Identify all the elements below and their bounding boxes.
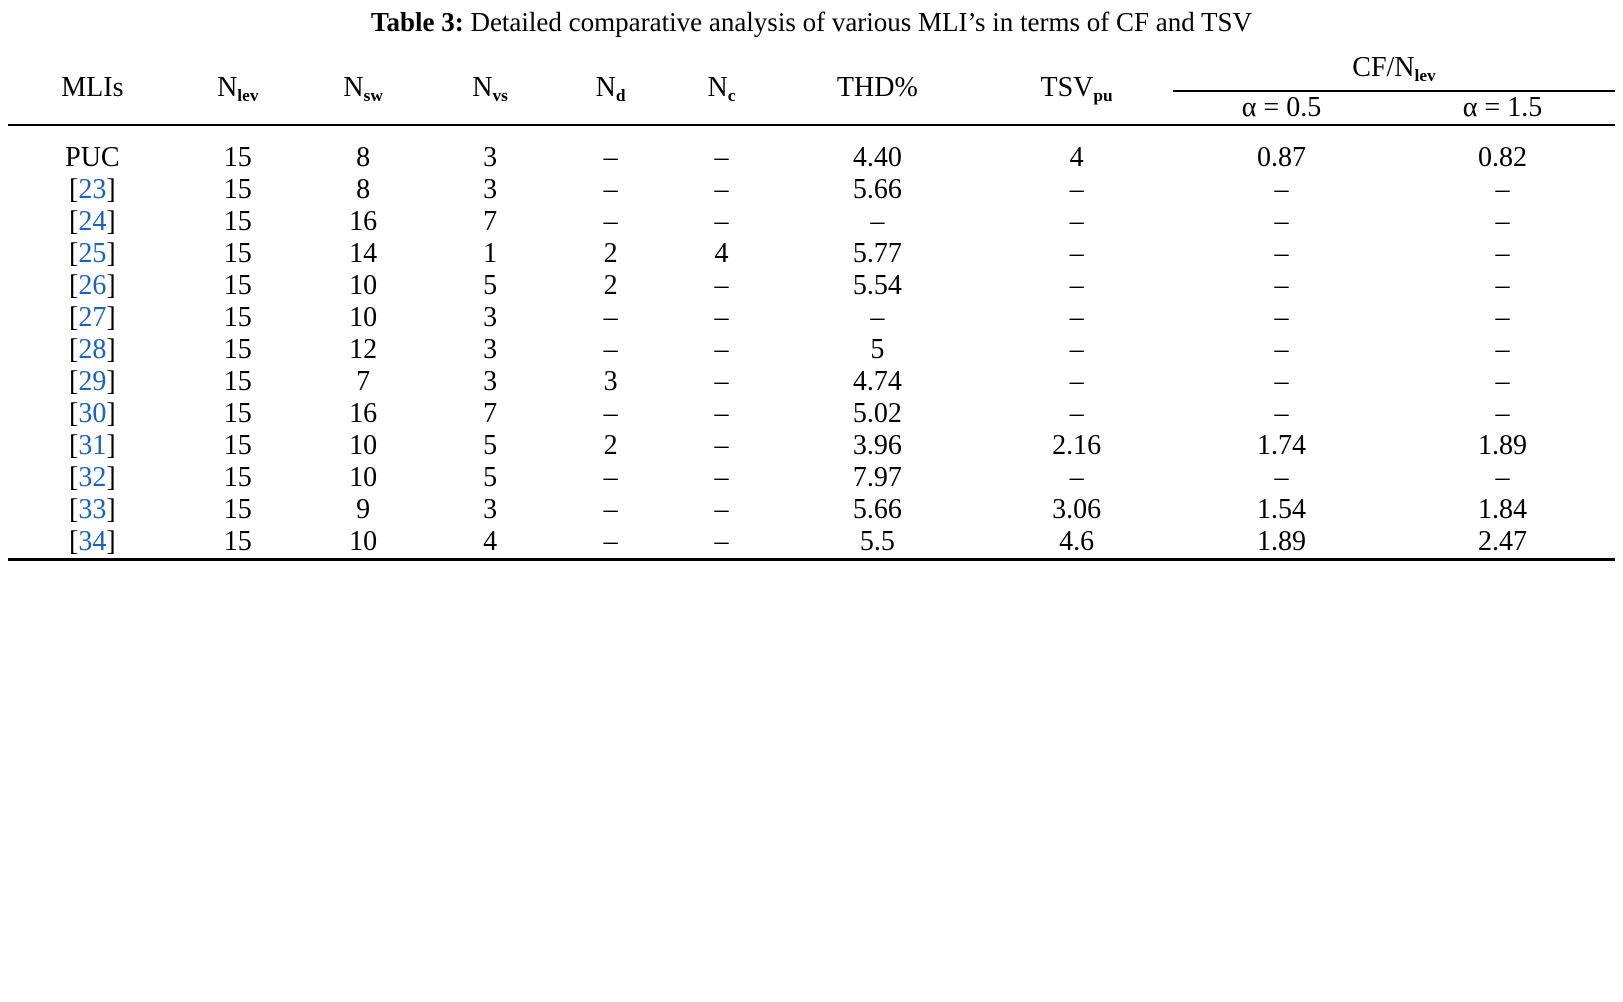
- cell-nsw: 12: [349, 333, 378, 365]
- reference-link[interactable]: [24]: [69, 205, 116, 237]
- cell-thd: 4.40: [775, 125, 981, 174]
- caption-text: Detailed comparative analysis of various MLI’s in terms of CF and TSV: [470, 7, 1253, 37]
- cell-alpha-05: –: [1274, 397, 1289, 429]
- table-row: [8, 238, 1615, 270]
- cell-nlev: 15: [223, 461, 252, 493]
- cell-nc: –: [668, 526, 774, 560]
- cell-nc: 4: [714, 237, 729, 269]
- reference-link[interactable]: [30]: [69, 397, 116, 429]
- cell-tsv: –: [1069, 365, 1084, 397]
- cell-alpha-15: 1.84: [1477, 493, 1527, 525]
- header-nc: $N_c$: [707, 71, 736, 106]
- cell-nvs: 3: [483, 333, 498, 365]
- cell-alpha-05: 1.74: [1256, 429, 1306, 461]
- cell-nsw: 14: [349, 237, 378, 269]
- cell-tsv: 4.6: [980, 526, 1173, 560]
- cell-tsv: –: [1069, 205, 1084, 237]
- reference-link[interactable]: [26]: [69, 269, 116, 301]
- cell-nd: –: [603, 397, 618, 429]
- cell-tsv: –: [1069, 237, 1084, 269]
- cell-nc: –: [668, 125, 774, 174]
- caption-label: Table 3:: [370, 7, 464, 37]
- cell-tsv: 4: [980, 125, 1173, 174]
- cell-nlev: 15: [177, 125, 299, 174]
- cell-alpha-05: –: [1274, 173, 1289, 205]
- cell-alpha-05: –: [1274, 269, 1289, 301]
- cell-nvs: 4: [427, 526, 552, 560]
- cell-alpha-05: –: [1274, 205, 1289, 237]
- cell-alpha-15: –: [1495, 237, 1510, 269]
- cell-tsv: –: [1069, 301, 1084, 333]
- cell-thd: 5: [870, 333, 885, 365]
- table-body: [8, 125, 1615, 560]
- cell-nc: –: [714, 173, 729, 205]
- cell-alpha-15: –: [1495, 461, 1510, 493]
- cell-nd: –: [603, 173, 618, 205]
- cell-nc: –: [714, 301, 729, 333]
- cell-nd: 3: [603, 365, 618, 397]
- cell-tsv: –: [1069, 397, 1084, 429]
- cell-alpha-05: –: [1274, 333, 1289, 365]
- header-nsw: $N_{sw}$: [343, 71, 383, 106]
- reference-number[interactable]: 23: [78, 173, 107, 205]
- cell-nd: –: [603, 493, 618, 525]
- cell-nc: –: [714, 493, 729, 525]
- cell-nvs: 3: [483, 493, 498, 525]
- cell-nsw: 10: [349, 461, 378, 493]
- cell-nd: –: [553, 125, 669, 174]
- reference-link[interactable]: [33]: [69, 493, 116, 525]
- cell-nd: 2: [603, 237, 618, 269]
- cell-thd: 5.54: [852, 269, 902, 301]
- cell-nd: 2: [603, 429, 618, 461]
- table-row: [8, 206, 1615, 238]
- reference-link[interactable]: [28]: [69, 333, 116, 365]
- cell-thd: 7.97: [852, 461, 902, 493]
- reference-link[interactable]: [27]: [69, 301, 116, 333]
- cell-nsw: 10: [349, 269, 378, 301]
- cell-nc: –: [714, 205, 729, 237]
- reference-number[interactable]: 28: [78, 333, 107, 365]
- cell-nvs: 5: [483, 269, 498, 301]
- cell-thd: 5.66: [852, 173, 902, 205]
- cell-nvs: 3: [483, 365, 498, 397]
- cell-alpha-05: –: [1274, 301, 1289, 333]
- cell-alpha-15: –: [1495, 173, 1510, 205]
- reference-link[interactable]: [31]: [69, 429, 116, 461]
- cell-nc: –: [714, 333, 729, 365]
- cell-nvs: 5: [483, 461, 498, 493]
- cell-alpha-05: 1.54: [1256, 493, 1306, 525]
- cell-thd: 5.77: [852, 237, 902, 269]
- cell-nvs: 7: [483, 205, 498, 237]
- header-nd: $N_d$: [595, 71, 626, 106]
- cell-thd: 4.74: [852, 365, 902, 397]
- reference-link[interactable]: [34]: [8, 526, 177, 560]
- cell-alpha-05: –: [1274, 237, 1289, 269]
- cell-nvs: 5: [483, 429, 498, 461]
- header-thd: THD%: [836, 71, 918, 103]
- cell-tsv: –: [1069, 269, 1084, 301]
- reference-number[interactable]: 24: [78, 205, 107, 237]
- header-tsv: $TSV_{pu}$: [1040, 71, 1113, 106]
- cell-nvs: 7: [483, 397, 498, 429]
- reference-number[interactable]: 32: [78, 461, 107, 493]
- header-alpha-15: α = 1.5: [1462, 91, 1543, 123]
- cell-nd: –: [603, 205, 618, 237]
- table-row: [8, 270, 1615, 302]
- header-nlev: $N_{lev}$: [217, 71, 259, 106]
- cell-nvs: 3: [483, 301, 498, 333]
- cell-nlev: 15: [223, 301, 252, 333]
- cell-alpha-15: 1.89: [1477, 429, 1527, 461]
- table-row: [8, 526, 1615, 560]
- cell-nd: –: [603, 461, 618, 493]
- table-row: [8, 430, 1615, 462]
- cell-tsv: –: [1069, 333, 1084, 365]
- cell-nd: 2: [603, 269, 618, 301]
- cell-nc: –: [714, 365, 729, 397]
- cell-alpha-15: –: [1495, 269, 1510, 301]
- header-alpha-05: α = 0.5: [1241, 91, 1322, 123]
- reference-number[interactable]: 25: [78, 237, 107, 269]
- cell-nlev: 15: [223, 237, 252, 269]
- reference-link[interactable]: [29]: [69, 365, 116, 397]
- cell-nlev: 15: [223, 397, 252, 429]
- cell-nlev: 15: [223, 429, 252, 461]
- cell-nlev: 15: [223, 333, 252, 365]
- cell-nlev: 15: [223, 269, 252, 301]
- cell-nc: –: [714, 269, 729, 301]
- reference-number[interactable]: 30: [78, 397, 107, 429]
- cell-nsw: 16: [349, 205, 378, 237]
- reference-number[interactable]: 26: [78, 269, 107, 301]
- table-row: [8, 334, 1615, 366]
- cell-nvs: 1: [483, 237, 498, 269]
- cell-nc: –: [714, 397, 729, 429]
- cell-thd: 5.5: [775, 526, 981, 560]
- cell-nlev: 15: [223, 493, 252, 525]
- cell-alpha-15: –: [1495, 333, 1510, 365]
- table-row: [8, 302, 1615, 334]
- cell-alpha-15: –: [1495, 365, 1510, 397]
- header-mlis: MLIs: [61, 71, 124, 103]
- cell-thd: –: [870, 205, 885, 237]
- cell-tsv: –: [1069, 461, 1084, 493]
- cell-nd: –: [553, 526, 669, 560]
- reference-link[interactable]: [32]: [69, 461, 116, 493]
- cell-nsw: 10: [349, 301, 378, 333]
- table-caption: [8, 0, 1615, 52]
- cell-alpha-15: 0.82: [1390, 125, 1615, 174]
- cell-thd: –: [870, 301, 885, 333]
- cell-nlev: 15: [223, 365, 252, 397]
- reference-number[interactable]: 27: [78, 301, 107, 333]
- cell-nlev: 15: [223, 173, 252, 205]
- cell-nsw: 16: [349, 397, 378, 429]
- cell-nc: –: [714, 461, 729, 493]
- cell-nd: –: [603, 333, 618, 365]
- table-row: [8, 494, 1615, 526]
- cell-alpha-05: 0.87: [1173, 125, 1390, 174]
- cell-nsw: 10: [349, 429, 378, 461]
- cell-nsw: 7: [356, 365, 371, 397]
- cell-nc: –: [714, 429, 729, 461]
- header-nvs: $N_{vs}$: [472, 71, 508, 106]
- cell-tsv: –: [1069, 173, 1084, 205]
- reference-number[interactable]: 29: [78, 365, 107, 397]
- cell-nsw: 10: [299, 526, 428, 560]
- cell-thd: 3.96: [852, 429, 902, 461]
- cell-nvs: 3: [427, 125, 552, 174]
- table-row: [8, 462, 1615, 494]
- table-row: [8, 125, 1615, 174]
- cell-nvs: 3: [483, 173, 498, 205]
- table-row: [8, 366, 1615, 398]
- cell-nsw: 9: [356, 493, 371, 525]
- cell-nd: –: [603, 301, 618, 333]
- cell-alpha-15: –: [1495, 397, 1510, 429]
- cell-nsw: 8: [356, 173, 371, 205]
- reference-link[interactable]: [23]: [69, 173, 116, 205]
- cell-thd: 5.66: [852, 493, 902, 525]
- reference-number[interactable]: 31: [78, 429, 107, 461]
- comparative-analysis-table: [8, 52, 1615, 561]
- cell-alpha-05: –: [1274, 365, 1289, 397]
- cell-nlev: 15: [177, 526, 299, 560]
- cell-nsw: 8: [299, 125, 428, 174]
- reference-link[interactable]: [25]: [69, 237, 116, 269]
- reference-number[interactable]: 34: [78, 525, 107, 557]
- header-cf-group: $CF/N_{lev}$: [1173, 52, 1615, 91]
- cell-tsv: 2.16: [1052, 429, 1102, 461]
- cell-alpha-05: –: [1274, 461, 1289, 493]
- cell-thd: 5.02: [852, 397, 902, 429]
- cell-tsv: 3.06: [1052, 493, 1102, 525]
- cell-alpha-15: 2.47: [1390, 526, 1615, 560]
- cell-nlev: 15: [223, 205, 252, 237]
- reference-number[interactable]: 33: [78, 493, 107, 525]
- cell-alpha-15: –: [1495, 301, 1510, 333]
- table-row: [8, 174, 1615, 206]
- topology-name: PUC: [8, 125, 177, 174]
- cell-alpha-15: –: [1495, 205, 1510, 237]
- cell-alpha-05: 1.89: [1173, 526, 1390, 560]
- table-row: [8, 398, 1615, 430]
